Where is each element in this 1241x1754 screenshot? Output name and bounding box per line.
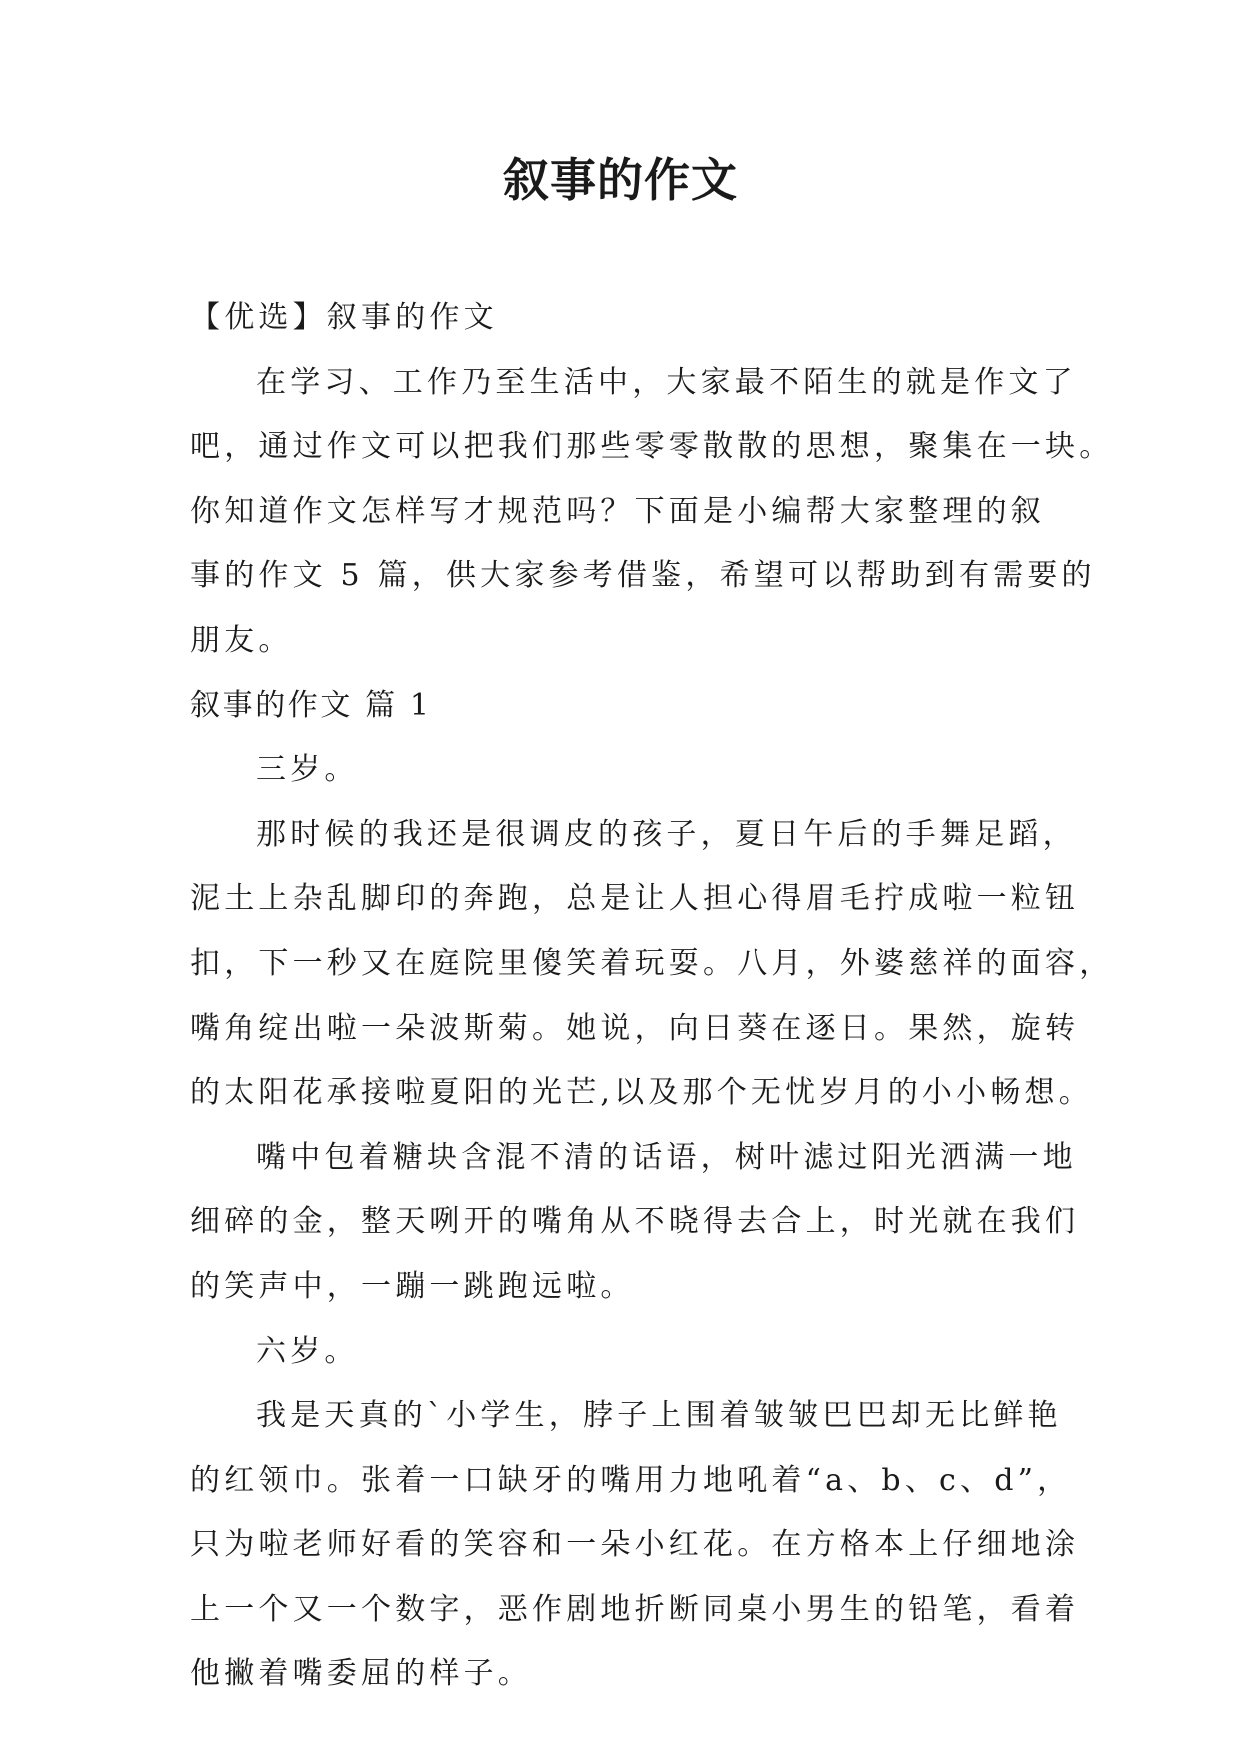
intro-line: 朋友。 — [190, 622, 293, 658]
document-body — [190, 286, 1114, 1707]
school-line: 只为啦老师好看的笑容和一朵小红花。在方格本上仔细地涂 — [190, 1527, 1080, 1563]
childhood-line: 嘴角绽出啦一朵波斯菊。她说，向日葵在逐日。果然，旋转 — [190, 1010, 1080, 1046]
document-title: 叙事的作文 — [503, 153, 738, 207]
childhood-line: 泥土上杂乱脚印的奔跑，总是让人担心得眉毛拧成啦一粒钮 — [190, 881, 1080, 917]
intro-line: 事的作文 5 篇，供大家参考借鉴，希望可以帮助到有需要的 — [190, 558, 1096, 594]
intro-line: 吧，通过作文可以把我们那些零零散散的思想，聚集在一块。 — [190, 429, 1114, 465]
intro-line: 在学习、工作乃至生活中，大家最不陌生的就是作文了 — [256, 364, 1077, 400]
childhood-line: 的太阳花承接啦夏阳的光芒,以及那个无忧岁月的小小畅想。 — [190, 1075, 1093, 1111]
childhood-line: 扣，下一秒又在庭院里傻笑着玩耍。八月，外婆慈祥的面容， — [190, 945, 1114, 981]
paragraph-age-six: 六岁。 — [256, 1333, 359, 1369]
section-heading: 叙事的作文 篇 1 — [190, 687, 432, 723]
childhood-line: 那时候的我还是很调皮的孩子，夏日午后的手舞足蹈， — [256, 816, 1077, 852]
candy-line: 细碎的金，整天咧开的嘴角从不晓得去合上，时光就在我们 — [190, 1204, 1080, 1240]
school-line: 的红领巾。张着一口缺牙的嘴用力地吼着“a、b、c、d”， — [190, 1462, 1072, 1498]
paragraph-age-three: 三岁。 — [256, 752, 359, 788]
candy-line: 的笑声中，一蹦一跳跑远啦。 — [190, 1268, 635, 1304]
subtitle-line: 【优选】叙事的作文 — [190, 300, 498, 335]
school-line: 我是天真的`小学生，脖子上围着皱皱巴巴却无比鲜艳 — [256, 1398, 1062, 1434]
school-line: 他撇着嘴委屈的样子。 — [190, 1656, 532, 1692]
intro-line: 你知道作文怎样写才规范吗？下面是小编帮大家整理的叙 — [190, 493, 1045, 529]
school-line: 上一个又一个数字，恶作剧地折断同桌小男生的铅笔，看着 — [190, 1591, 1080, 1627]
candy-line: 嘴中包着糖块含混不清的话语，树叶滤过阳光洒满一地 — [256, 1139, 1077, 1175]
